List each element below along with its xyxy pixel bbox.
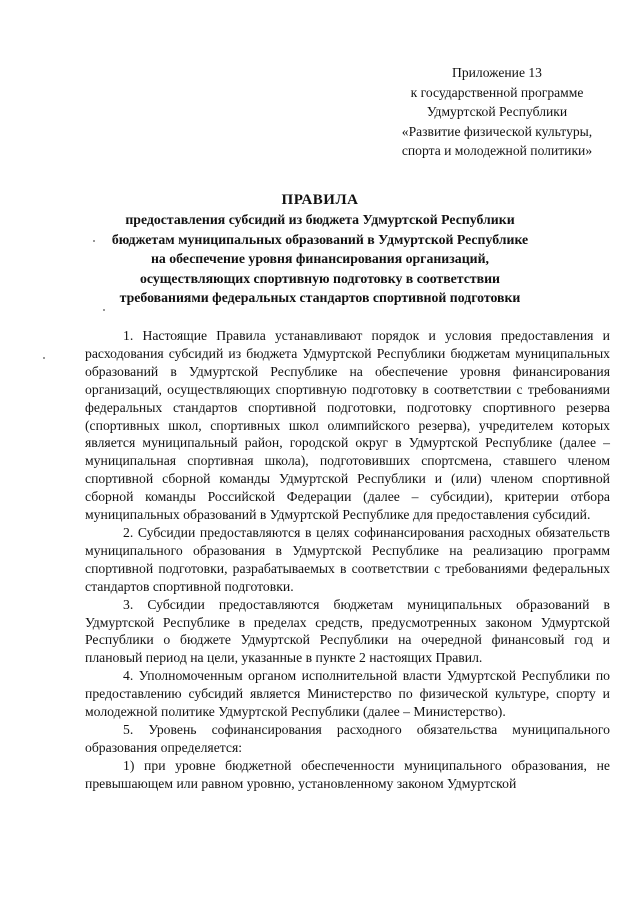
- scan-speck: [93, 240, 95, 242]
- paragraph-5: 5. Уровень софинансирования расходного обязательства муниципального образования определяется:: [85, 721, 610, 755]
- paragraph-5-1: 1) при уровне бюджетной обеспеченности муниципального образования, не превышающем или равном уровню, установленному законом Удмуртской: [85, 757, 610, 791]
- paragraph-4: 4. Уполномоченным органом исполнительной власти Удмуртской Республики по предоставлению субсидий является Министерство по физической культуре, спорту и молодежной политике Удмуртской Республики (далее – Министерство).: [85, 668, 610, 720]
- title-line: предоставления субсидий из бюджета Удмуртской Республики: [125, 212, 515, 227]
- appendix-line: Приложение 13: [452, 65, 542, 80]
- appendix-line: к государственной программе: [410, 84, 584, 100]
- title-subtitle: [80, 210, 560, 308]
- paragraph-2: 2. Субсидии предоставляются в целях софинансирования расходных обязательств муниципального образования в Удмуртской Республике на реализацию программ спортивной подготовки, разрабатываемых в соответствии с требованиями федеральных стандартов спортивной подготовки.: [85, 524, 610, 594]
- paragraph-3: 3. Субсидии предоставляются бюджетам муниципальных образований в Удмуртской Республике в пределах средств, предусмотренных законом Удмуртской Республики о бюджете Удмуртской Республики на очередной финансовый год и плановый период на цели, указанные в пункте 2 настоящих Правил.: [85, 596, 610, 666]
- document-body: [85, 327, 610, 793]
- scan-speck: [43, 357, 45, 359]
- appendix-line: спорта и молодежной политики»: [401, 143, 593, 158]
- paragraph-1: 1. Настоящие Правила устанавливают порядок и условия предоставления и расходования субсидий из бюджета Удмуртской Республики бюджетам муниципальных образований в Удмуртской Республике на обеспечение уровня финансирования организаций, осуществляющих спортивную подготовку в соответствии с требованиями федеральных стандартов спортивной подготовки, подготовку спортивного резерва (спортивных школ, спортивных школ олимпийского резерва), учредителем которых является муниципальный район, городской округ в Удмуртской Республике (далее – муниципальная спортивная школа), подготовивших спортсмена, ставшего членом спортивной сборной команды Удмуртской Республики и (или) членом спортивной сборной команды Российской Федерации (далее – субсидии), критерии отбора муниципальных образований в Удмуртской Республике для предоставления субсидий.: [85, 328, 610, 523]
- document-title: [80, 190, 560, 308]
- title-line: бюджетам муниципальных образований в Удмуртской Республике: [111, 231, 529, 247]
- title-main: ПРАВИЛА: [281, 192, 359, 208]
- title-line: требованиями федеральных стандартов спортивной подготовки: [119, 290, 521, 305]
- appendix-header: [372, 63, 622, 161]
- scan-speck: [103, 309, 105, 311]
- appendix-line: «Развитие физической культуры,: [401, 123, 593, 139]
- appendix-line: Удмуртской Республики: [426, 104, 568, 119]
- title-line: осуществляющих спортивную подготовку в соответствии: [140, 270, 500, 286]
- title-line: на обеспечение уровня финансирования организаций,: [150, 251, 489, 266]
